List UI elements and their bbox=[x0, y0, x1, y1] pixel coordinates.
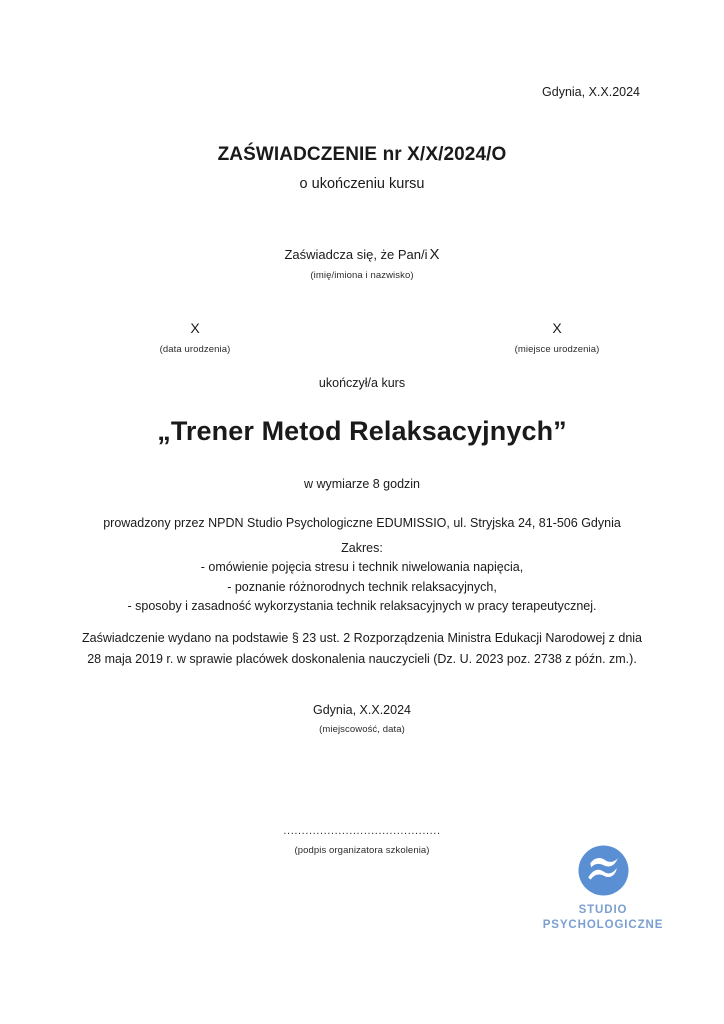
organization-logo bbox=[511, 843, 695, 941]
title-block bbox=[0, 144, 724, 193]
logo-wordmark bbox=[543, 903, 664, 933]
birth-date-value: X bbox=[190, 320, 200, 336]
legal-basis-line: Zaświadczenie wydano na podstawie § 23 ust. 2 Rozporządzenia Ministra Edukacji Narodowej z dnia bbox=[81, 631, 643, 645]
scope-item: - sposoby i zasadność wykorzystania technik relaksacyjnych w pracy terapeutycznej. bbox=[127, 599, 597, 614]
scope-heading: Zakres: bbox=[341, 541, 383, 555]
birth-place-column bbox=[390, 320, 724, 355]
birth-place-value: X bbox=[552, 320, 562, 336]
recipient-block bbox=[0, 246, 724, 281]
legal-basis-block bbox=[0, 628, 724, 669]
recipient-name-caption: (imię/imiona i nazwisko) bbox=[310, 269, 414, 281]
page-title: ZAŚWIADCZENIE nr X/X/2024/O bbox=[217, 144, 507, 165]
recipient-name-value: X bbox=[429, 246, 440, 263]
scope-item: - omówienie pojęcia stresu i technik niwelowania napięcia, bbox=[200, 560, 524, 575]
studio-psychologiczne-logo-icon bbox=[578, 845, 629, 896]
logo-wordmark-line-2: PSYCHOLOGICZNE bbox=[542, 919, 664, 932]
place-date-caption: (miejscowość, data) bbox=[319, 724, 405, 735]
scope-item: - poznanie różnorodnych technik relaksacyjnych, bbox=[227, 579, 497, 594]
recipient-statement-label: Zaświadcza się, że Pan/i bbox=[284, 247, 428, 262]
signature-line: ........................................... bbox=[283, 825, 441, 837]
birth-place-caption: (miejsce urodzenia) bbox=[514, 343, 600, 355]
place-date-value: Gdynia, X.X.2024 bbox=[313, 703, 411, 717]
recipient-statement-row bbox=[0, 246, 724, 265]
header-date: Gdynia, X.X.2024 bbox=[542, 85, 640, 99]
course-name: „Trener Metod Relaksacyjnych” bbox=[157, 416, 567, 446]
course-provider: prowadzony przez NPDN Studio Psychologiczne EDUMISSIO, ul. Stryjska 24, 81-506 Gdynia bbox=[103, 516, 621, 531]
scope-block bbox=[0, 539, 724, 617]
course-hours: w wymiarze 8 godzin bbox=[303, 477, 420, 492]
place-date-block bbox=[0, 703, 724, 735]
course-block bbox=[0, 376, 724, 530]
course-completed-label: ukończył/a kurs bbox=[318, 376, 406, 390]
legal-basis-line: 28 maja 2019 r. w sprawie placówek doskonalenia nauczycieli (Dz. U. 2023 poz. 2738 z późn. zm.). bbox=[87, 651, 637, 666]
birth-row bbox=[0, 320, 724, 355]
page-subtitle: o ukończeniu kursu bbox=[299, 175, 425, 192]
logo-wordmark-line-1: STUDIO bbox=[578, 904, 628, 916]
signature-caption: (podpis organizatora szkolenia) bbox=[294, 845, 430, 856]
birth-date-caption: (data urodzenia) bbox=[159, 343, 231, 355]
birth-date-column bbox=[0, 320, 390, 355]
